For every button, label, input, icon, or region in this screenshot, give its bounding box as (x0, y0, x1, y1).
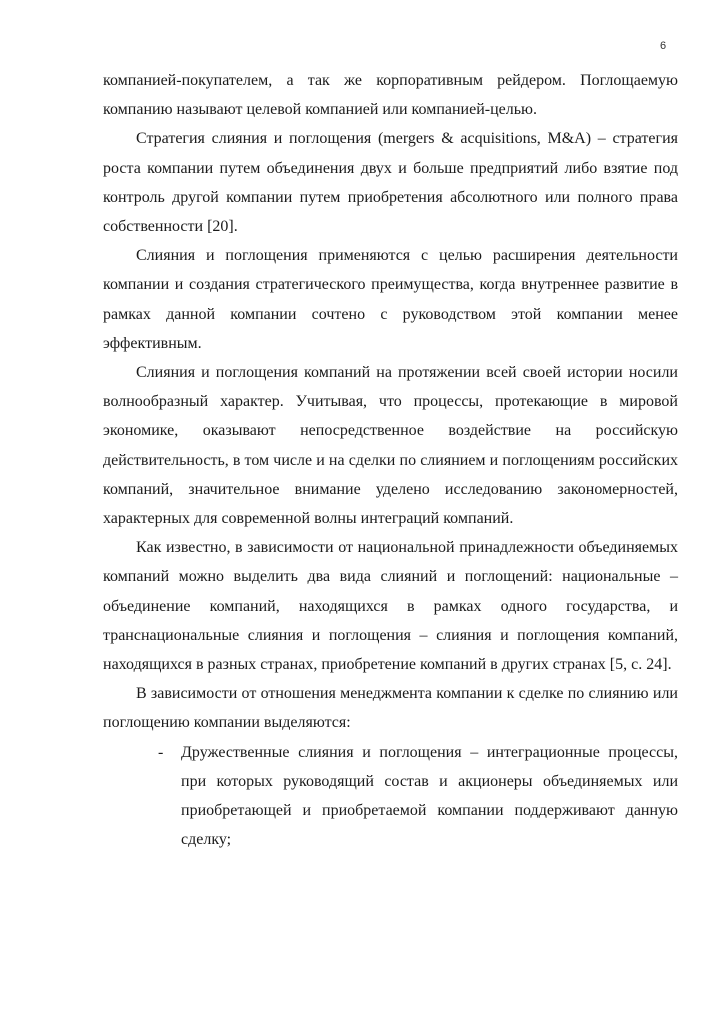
attitude-list (103, 738, 678, 855)
list-item-text: Дружественные слияния и поглощения – интеграционные процессы, при которых руководящий состав и акционеры объединяемых или приобретающей и приобретаемой компании поддерживают данную сделку; (181, 743, 678, 849)
paragraph-continuation: компанией-покупателем, а так же корпоративным рейдером. Поглощаемую компанию называют целевой компанией или компанией-целью. (103, 72, 678, 119)
paragraph-strategy-definition: Стратегия слияния и поглощения (mergers & acquisitions, M&A) – стратегия роста компании путем объединения двух и больше предприятий либо взятие под контроль другой компании путем приобретения абсолютного или полного права собственности [20]. (103, 130, 678, 236)
list-item-friendly (158, 738, 678, 855)
list-marker-dash: - (158, 743, 164, 761)
paragraph-types-by-nationality: Как известно, в зависимости от национальной принадлежности объединяемых компаний можно выделить два вида слияний и поглощений: национальные – объединение компаний, находящихся в рамках одного государства, и транснациональные слияния и поглощения – слияния и поглощения компаний, находящихся в разных странах, приобретение компаний в других странах [5, с. 24]. (103, 539, 678, 674)
body-text (103, 66, 678, 854)
paragraph-history: Слияния и поглощения компаний на протяжении всей своей истории носили волнообразный характер. Учитывая, что процессы, протекающие в мировой экономике, оказывают непосредственное воздействие на российскую действительность, в том числе и на сделки по слиянием и поглощениям российских компаний, значительное внимание уделено исследованию закономерностей, характерных для современной волны интеграций компаний. (103, 364, 678, 528)
paragraph-management-attitude: В зависимости от отношения менеджмента компании к сделке по слиянию или поглощению компании выделяются: (103, 685, 678, 732)
page-number: 6 (660, 40, 667, 52)
paragraph-purpose: Слияния и поглощения применяются с целью расширения деятельности компании и создания стратегического преимущества, когда внутреннее развитие в рамках данной компании сочтено с руководством этой компании менее эффективным. (103, 247, 678, 352)
